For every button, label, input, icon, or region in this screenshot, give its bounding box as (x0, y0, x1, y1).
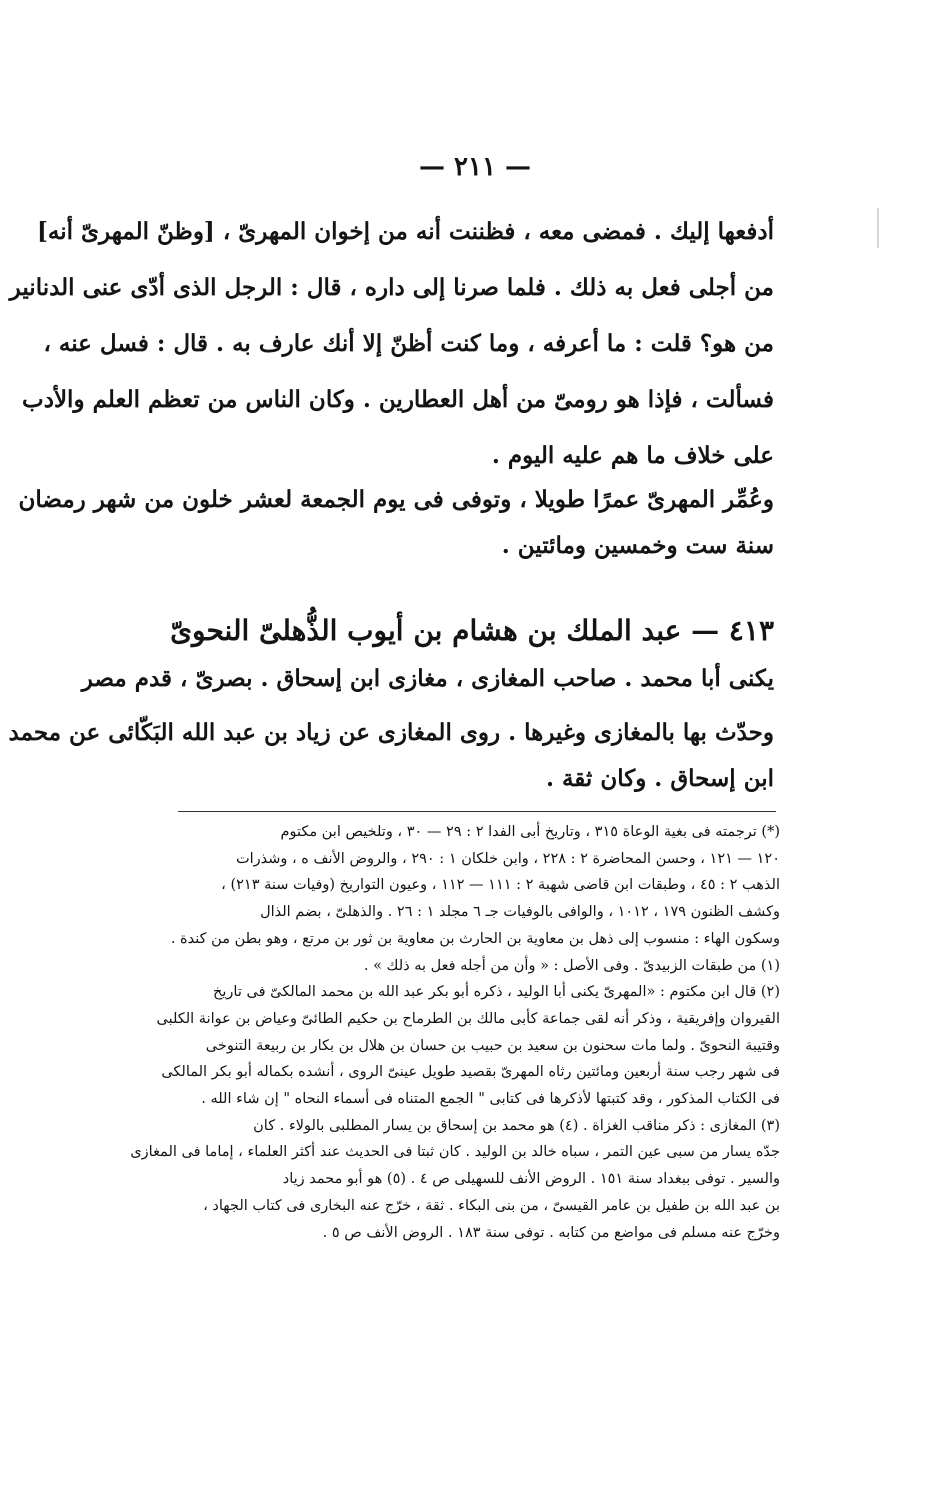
body-text (9, 218, 774, 560)
footnote-divider (178, 811, 776, 812)
footnote-line: ١٢٠ — ١٢١ ، وحسن المحاضرة ٢ : ٢٢٨ ، وابن خلكان ١ : ٢٩٠ ، والروض الأنف ه ، وشذرات (235, 850, 780, 867)
footnote-line: فى الكتاب المذكور ، وقد كتبتها لأذكرها فى كتابى " الجمع المتناه فى أسماء النحاه " إن شاء الله . (201, 1091, 780, 1108)
footnote-line: (٢) قال ابن مكتوم : «المهرىّ يكنى أبا الوليد ، ذكره أبو بكر عبد الله بن محمد المالكىّ فى تاريخ (213, 984, 780, 1001)
footnotes (130, 819, 780, 1246)
footnote-line: فى شهر رجب سنة أربعين ومائتين رثاه المهرىّ بقصيد طويل عينىّ الروى ، أنشده بكماله أبو بكر المالكى (161, 1064, 780, 1081)
entry-bio (8, 665, 774, 793)
bio-line: ابن إسحاق . وكان ثقة . (545, 765, 774, 792)
footnote-line: بن عبد الله بن طفيل بن عامر القيسىّ ، من بنى البكاء . ثقة ، خرّج عنه البخارى فى كتاب الجهاد ، (203, 1197, 780, 1214)
margin-mark (877, 208, 879, 248)
footnote-line: القيروان وإفريقية ، وذكر أنه لقى جماعة كأبى مالك بن الطرماح بن حكيم الطائىّ وعياض بن عوانة الكلبى (156, 1010, 780, 1027)
footnote-line: والسير . توفى ببغداد سنة ١٥١ . الروض الأنف للسهيلى ص ٤ . (٥) هو أبو محمد زياد (282, 1171, 780, 1188)
footnote-line: وكشف الظنون ١٧٩ ، ١٠١٢ ، والوافى بالوفيات جـ ٦ مجلد ١ : ٢٦ . والذهلىّ ، بضم الذال (260, 904, 780, 921)
footnote-line: (*) ترجمته فى بغية الوعاة ٣١٥ ، وتاريخ أبى الفدا ٢ : ٢٩ — ٣٠ ، وتلخيص ابن مكتوم (280, 824, 780, 840)
footnote-line: وخرّج عنه مسلم فى مواضع من كتابه . توفى سنة ١٨٣ . الروض الأنف ص ٥ . (322, 1224, 780, 1241)
body-line: وعُمِّر المهرىّ عمرًا طويلا ، وتوفى فى يوم الجمعة لعشر خلون من شهر رمضان (18, 486, 774, 513)
body-line: من هو؟ قلت : ما أعرفه ، وما كنت أظنّ إلا أنك عارف به . قال : فسل عنه ، (43, 330, 774, 357)
body-line: من أجلى فعل به ذلك . فلما صرنا إلى داره ، قال : الرجل الذى أدّى عنى الدنانير (9, 274, 774, 301)
body-line: سنة ست وخمسين ومائتين . (501, 532, 774, 559)
bio-line: وحدّث بها بالمغازى وغيرها . روى المغازى عن زياد بن عبد الله البَكّائى عن محمد (8, 719, 774, 746)
footnote-line: (١) من طبقات الزبيدىّ . وفى الأصل : « وأن من أجله فعل به ذلك » . (363, 957, 780, 974)
footnote-line: الذهب ٢ : ٤٥ ، وطبقات ابن قاضى شهبة ٢ : ١١١ — ١١٢ ، وعيون التواريخ (وفيات سنة ٢١٣) ، (221, 877, 780, 894)
body-line: فسألت ، فإذا هو رومىّ من أهل العطارين . وكان الناس من تعظم العلم والأدب (22, 386, 774, 413)
page-number: — ٢١١ — (418, 152, 532, 182)
entry-heading: ٤١٣ — عبد الملك بن هشام بن أيوب الذُّهلىّ النحوىّ (170, 614, 774, 647)
footnote-line: وقتيبة النحوىّ . ولما مات سحنون بن سعيد بن حبيب بن حسان بن هلال بن بكار بن ربيعة التنوخى (205, 1037, 780, 1054)
bio-line: يكنى أبا محمد . صاحب المغازى ، مغازى ابن إسحاق . بصرىّ ، قدم مصر (81, 665, 774, 692)
footnote-line: (٣) المغازى : ذكر مناقب الغزاة . (٤) هو محمد بن إسحاق بن يسار المطلبى بالولاء . كان (253, 1117, 780, 1134)
body-line: أدفعها إليك . فمضى معه ، فظننت أنه من إخوان المهرىّ ، [وظنّ المهرىّ أنه] (37, 218, 774, 245)
footnote-line: وسكون الهاء : منسوب إلى ذهل بن معاوية بن الحارث بن معاوية بن ثور بن مرتع ، وهو بطن من كندة . (170, 930, 780, 947)
footnote-line: جدّه يسار من سبى عين التمر ، سباه خالد بن الوليد . كان ثبتا فى الحديث عند أكثر العلماء ، إماما فى المغازى (130, 1144, 780, 1161)
body-line: على خلاف ما هم عليه اليوم . (491, 442, 774, 469)
